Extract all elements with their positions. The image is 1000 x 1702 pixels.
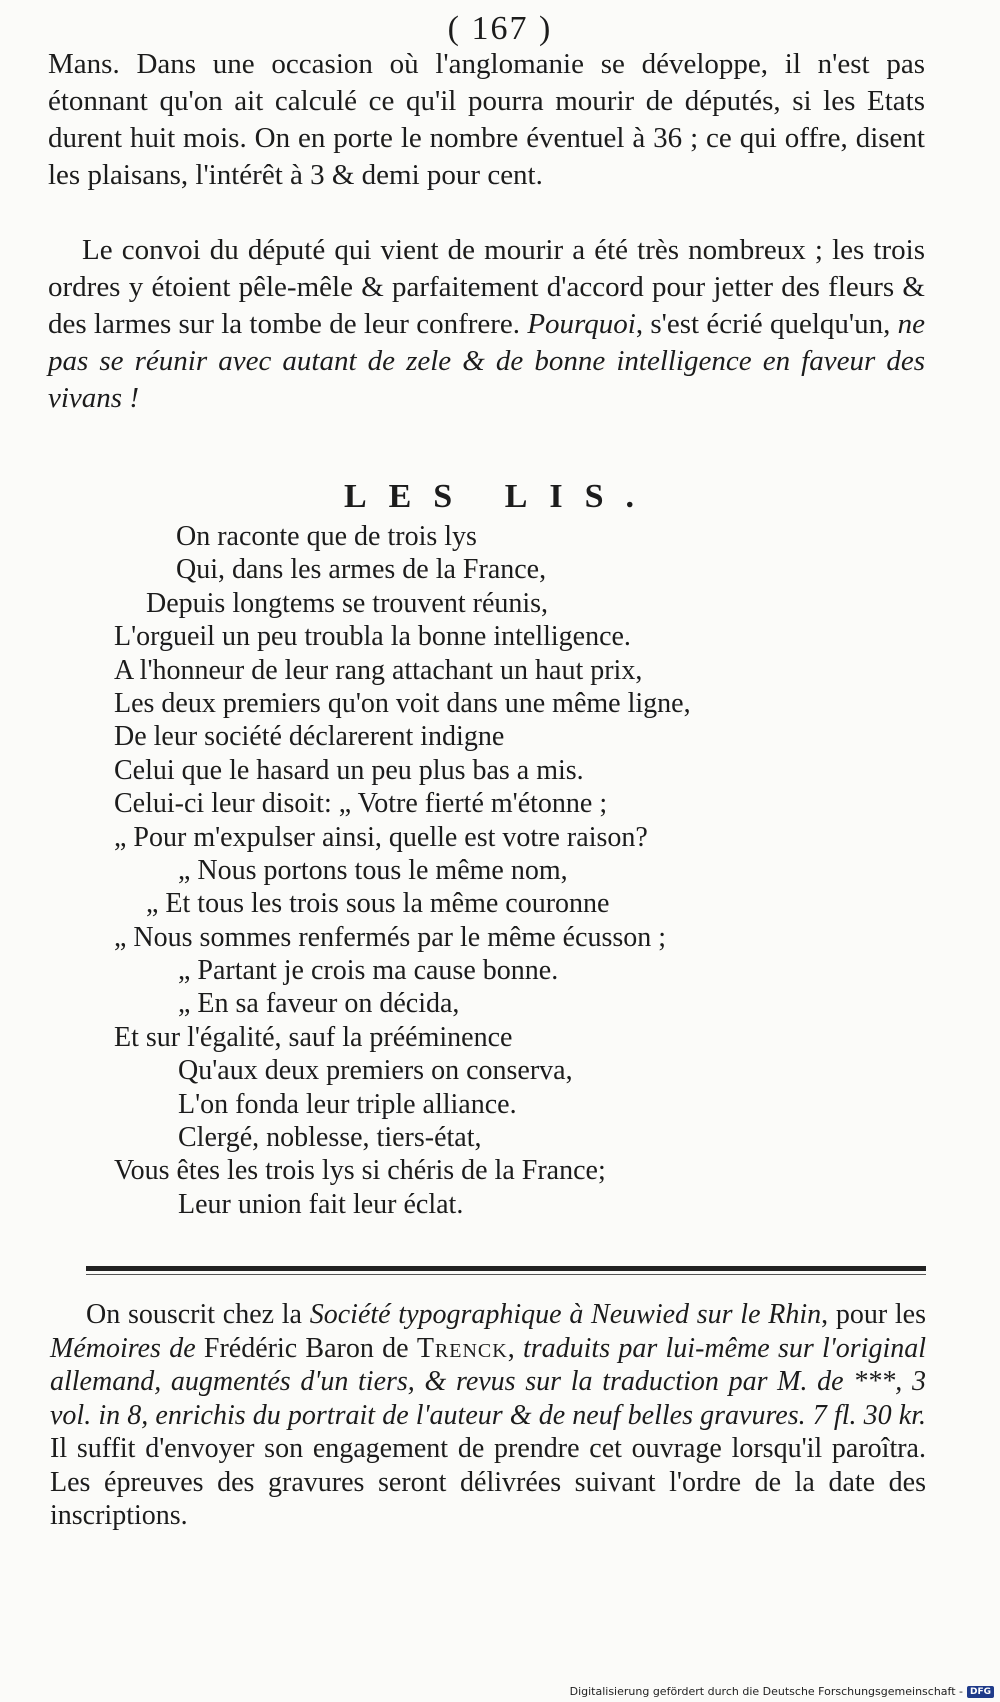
- notice-author-prefix: Frédéric Baron de: [203, 1332, 409, 1364]
- poem-line: Les deux premiers qu'on voit dans une même ligne,: [114, 687, 691, 719]
- paragraph-2-italic-end: ne pas se réunir avec autant de zele & de bonne intelligence en faveur des vivans !: [48, 308, 926, 414]
- notice-author-name: Trenck: [416, 1332, 508, 1364]
- section-divider: [86, 1266, 926, 1271]
- page-number: ( 167 ): [447, 10, 553, 47]
- poem: [0, 520, 1000, 1221]
- notice-text-2: , pour les: [821, 1299, 926, 1330]
- poem-line: „ En sa faveur on décida,: [178, 988, 460, 1020]
- notice-paragraph: [50, 1298, 926, 1533]
- paragraph-2: [48, 232, 925, 417]
- paragraph-2-text: Le convoi du député qui vient de mourir a été très nombreux ; les trois ordres y étoient pêle-mêle & parfaitement d'accord pour jetter des fleurs & des larmes sur la tombe de leur confrere.: [48, 234, 925, 340]
- poem-line: A l'honneur de leur rang attachant un haut prix,: [114, 654, 643, 686]
- poem-line: Leur union fait leur éclat.: [178, 1188, 464, 1220]
- poem-line: „ Nous sommes renfermés par le même écusson ;: [114, 921, 667, 953]
- notice-title-start: Mémoires de: [50, 1332, 196, 1364]
- section-divider-thin: [86, 1274, 926, 1275]
- poem-line: Clergé, noblesse, tiers-état,: [178, 1122, 482, 1154]
- notice-text-1: On souscrit chez la: [86, 1299, 302, 1330]
- notice-comma: ,: [507, 1332, 515, 1364]
- digitization-footer: [570, 1685, 994, 1698]
- notice-edition-details: traduits par lui-même sur l'original allemand, augmentés d'un tiers, & revus sur la traduction par M. de ***, 3 vol. in 8, enrichis du portrait de l'auteur & de neuf belles gravures. 7 fl. 30 kr.: [50, 1332, 927, 1431]
- subscription-notice: [50, 1298, 926, 1533]
- poem-title: LES LIS.: [343, 478, 657, 515]
- notice-publisher: Société typographique à Neuwied sur le Rhin: [309, 1299, 822, 1330]
- notice-text-end: Il suffit d'envoyer son engagement de prendre cet ouvrage lorsqu'il paroîtra. Les épreuves des gravures seront délivrées suivant l'ordre de la date des inscriptions.: [50, 1433, 926, 1531]
- poem-line: „ Et tous les trois sous la même couronne: [146, 888, 610, 920]
- poem-line: Qui, dans les armes de la France,: [176, 554, 547, 586]
- paragraph-convoi: [48, 232, 925, 417]
- poem-line: „ Nous portons tous le même nom,: [178, 854, 568, 886]
- poem-line: „ Partant je crois ma cause bonne.: [178, 955, 559, 987]
- paragraph-1-text: Mans. Dans une occasion où l'anglomanie se développe, il n'est pas étonnant qu'on ait calculé ce qu'il pourra mourir de députés, si les Etats durent huit mois. On en porte le nombre éventuel à 36 ; ce qui offre, disent les plaisans, l'intérêt à 3 & demi pour cent.: [48, 48, 925, 191]
- paragraph-anglomanie: [48, 46, 925, 194]
- poem-line: Celui-ci leur disoit: „ Votre fierté m'étonne ;: [114, 788, 608, 820]
- dfg-logo-icon: DFG: [967, 1686, 994, 1698]
- poem-line: Et sur l'égalité, sauf la prééminence: [114, 1021, 513, 1053]
- paragraph-2-middle: , s'est écrié quelqu'un,: [635, 308, 891, 340]
- paragraph-2-italic-word: Pourquoi: [527, 308, 636, 340]
- poem-line: Celui que le hasard un peu plus bas a mis.: [114, 754, 584, 786]
- poem-line: Vous êtes les trois lys si chéris de la France;: [114, 1155, 606, 1187]
- poem-line: L'orgueil un peu troubla la bonne intelligence.: [114, 621, 631, 653]
- poem-line: De leur société déclarerent indigne: [114, 721, 505, 753]
- poem-line: L'on fonda leur triple alliance.: [178, 1088, 517, 1120]
- poem-line: On raconte que de trois lys: [176, 521, 477, 552]
- poem-line: Qu'aux deux premiers on conserva,: [178, 1055, 573, 1087]
- poem-line: „ Pour m'expulser ainsi, quelle est votre raison?: [114, 821, 648, 853]
- footer-text: Digitalisierung gefördert durch die Deutsche Forschungsgemeinschaft -: [569, 1685, 963, 1698]
- poem-line: Depuis longtems se trouvent réunis,: [146, 587, 549, 619]
